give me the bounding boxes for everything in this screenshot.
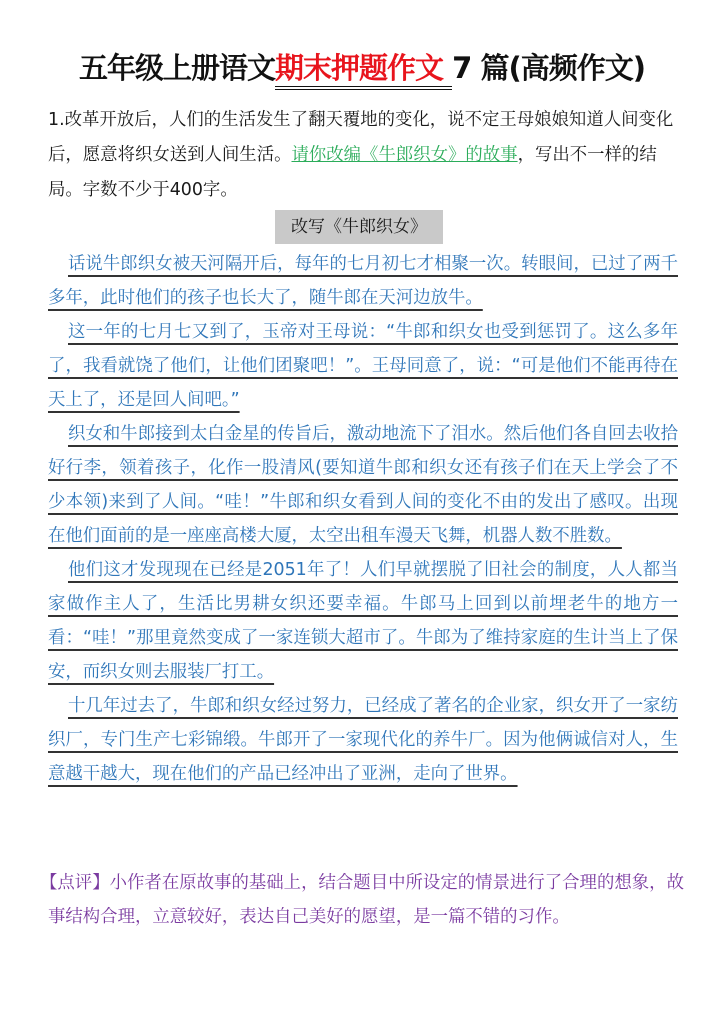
essay-paragraph [48,417,678,553]
paragraph-text: 话说牛郎织女被天河隔开后，每年的七月初七才相聚一次。转眼间，已过了两千多年，此时他们的孩子也长大了，随牛郎在天河边放牛。 [48,254,678,308]
essay-paragraph [48,689,678,791]
prompt-text-after: ，写出不一样的结局。字数不少于400字。 [48,145,657,200]
paragraph-text: 他们这才发现现在已经是2051年了！人们早就摆脱了旧社会的制度，人人都当家做作主人了，生活比男耕女织还要幸福。牛郎马上回到以前埋老牛的地方一看：“哇！”那里竟然变成了一家连锁大超市了。牛郎为了维持家庭的生计当上了保安，而织女则去服装厂打工。 [48,560,678,682]
essay-paragraph [48,247,678,315]
essay-paragraph [48,315,678,417]
page-title [0,46,724,90]
comment-tag: 【点评】 [40,873,110,893]
paragraph-text: 十几年过去了，牛郎和织女经过努力，已经成了著名的企业家，织女开了一家纺织厂，专门生产七彩锦缎。牛郎开了一家现代化的养牛厂。因为他俩诚信对人，生意越干越大，现在他们的产品已经冲出了亚洲，走向了世界。 [48,696,678,784]
prompt-text-before: 改革开放后，人们的生活发生了翻天覆地的变化，说不定王母娘娘知道人间变化后，愿意将织女送到人间生活。 [48,110,674,165]
prompt-task: 请你改编《牛郎织女》的故事 [291,145,518,165]
essay-body [48,247,678,791]
teacher-comment [40,866,684,934]
comment-text: 小作者在原故事的基础上，结合题目中所设定的情景进行了合理的想象，故事结构合理，立意较好，表达自己美好的愿望，是一篇不错的习作。 [48,873,684,927]
title-suffix: 7 篇(高频作文) [452,51,645,85]
title-highlight [275,51,452,90]
paragraph-text: 织女和牛郎接到太白金星的传旨后，激动地流下了泪水。然后他们各自回去收拾好行李，领着孩子，化作一股清风(要知道牛郎和织女还有孩子们在天上学会了不少本领)来到了人间。“哇！”牛郎和织女看到人间的变化不由的发出了感叹。出现在他们面前的是一座座高楼大厦，太空出租车漫天飞舞，机器人数不胜数。 [48,424,678,546]
title-prefix: 五年级上册语文 [79,51,276,85]
essay-title: 改写《牛郎织女》 [275,210,443,244]
title-highlight-text: 期末押题作文 [275,51,444,85]
essay-prompt [48,103,684,208]
essay-paragraph [48,553,678,689]
prompt-number: 1. [48,110,65,130]
paragraph-text: 这一年的七月七又到了，玉帝对王母说：“牛郎和织女也受到惩罚了。这么多年了，我看就饶了他们，让他们团聚吧！”。王母同意了，说：“可是他们不能再待在天上了，还是回人间吧。” [48,322,678,410]
essay-title-wrap [0,210,724,244]
